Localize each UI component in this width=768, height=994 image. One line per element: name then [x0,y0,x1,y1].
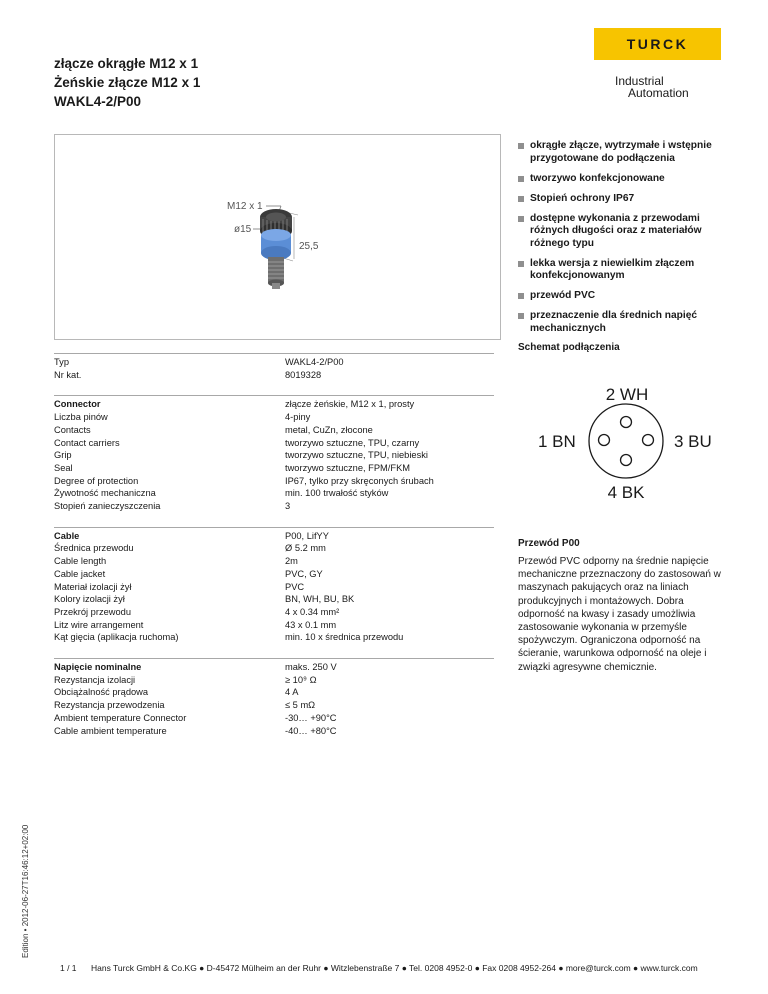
spec-label: Rezystancja przewodzenia [54,700,165,711]
turck-logo [594,28,721,60]
pin-2-icon [621,417,632,428]
spec-value: IP67, tylko przy skręconych śrubach [285,475,434,486]
pin-4-label: 4 BK [607,483,645,502]
spec-separator [54,395,494,396]
tagline-automation: Automation [628,86,689,100]
feature-item [518,140,738,165]
spec-label: Przekrój przewodu [54,606,131,617]
title-line-1: złącze okrągłe M12 x 1 [54,56,199,71]
feature-text: okrągłe złącze, wytrzymałe i wstępnie przygotowane do podłączenia [530,140,712,164]
bullet-square-icon [518,176,524,182]
spec-value: 3 [285,501,291,511]
spec-value: Ø 5.2 mm [285,543,326,554]
spec-label: Cable length [54,556,107,567]
spec-value: metal, CuZn, złocone [285,424,373,435]
pin-1-label: 1 BN [538,432,576,451]
spec-value: BN, WH, BU, BK [285,594,355,605]
cable-end-icon [268,257,284,289]
cable-info-text: Przewód PVC odporny na średnie napięcie mechaniczne przeznaczony do zastosowań w maszynach pakujących oraz na liniach produkcyjnych i montażowych. Dobra odporność na kwasy i zasady umożliwia zastosowanie wykonania w przemyśle spożywczym. Ograniczona odporność na ścieranie, warunkowa odporność na oleje i związki agresywne chemicznie. [518,556,721,673]
spec-label: Napięcie nominalne [54,662,142,672]
feature-text: tworzywo konfekcjonowane [530,172,665,184]
bullet-square-icon [518,261,524,267]
spec-label: Contact carriers [54,437,120,448]
spec-value: 4 x 0.34 mm² [285,606,340,617]
spec-value: 8019328 [285,369,322,380]
spec-label: Średnica przewodu [54,543,134,554]
edition-stamp: Edition • 2012-06-27T16:46:12+02:00 [21,824,30,958]
spec-separator [54,353,494,354]
product-title [54,54,200,111]
pin-4-icon [621,455,632,466]
spec-label: Liczba pinów [54,412,108,423]
feature-list [518,140,738,343]
spec-value: -40… +80°C [285,725,337,736]
spec-value: min. 10 x średnica przewodu [285,632,404,643]
feature-text: dostępne wykonania z przewodami różnych długości oraz z materiałów różnego typu [530,212,702,249]
spec-value: 2m [285,556,298,567]
spec-label: Stopień zanieczyszczenia [54,501,161,511]
feature-item [518,213,738,251]
feature-item [518,310,738,335]
wiring-heading: Schemat podłączenia [518,342,620,353]
feature-text: Stopień ochrony IP67 [530,192,635,204]
logo-wordmark: TURCK [626,36,689,52]
feature-item [518,290,738,303]
spec-value: złącze żeńskie, M12 x 1, prosty [285,399,415,410]
pin-2-label: 2 WH [605,385,649,404]
title-line-3: WAKL4-2/P00 [54,94,142,109]
diameter-label: ø15 [234,224,252,235]
feature-item [518,258,738,283]
product-image-frame [54,134,501,340]
feature-item [518,193,738,206]
spec-value: PVC, GY [285,568,323,579]
spec-value: WAKL4-2/P00 [285,357,344,367]
spec-value: 43 x 0.1 mm [285,619,337,630]
title-line-2: Żeńskie złącze M12 x 1 [54,75,201,90]
spec-value: tworzywo sztuczne, FPM/FKM [285,462,411,473]
bullet-square-icon [518,293,524,299]
spec-value: tworzywo sztuczne, TPU, czarny [285,437,420,448]
spec-label: Contacts [54,424,91,435]
spec-value: maks. 250 V [285,662,337,672]
spec-value: P00, LifYY [285,530,329,541]
spec-value: tworzywo sztuczne, TPU, niebieski [285,450,428,461]
feature-text: lekka wersja z niewielkim złączem konfekcjonowanym [530,257,695,281]
pin-1-icon [599,435,610,446]
wiring-diagram [518,370,748,510]
feature-text: przewód PVC [530,290,596,301]
spec-separator [54,658,494,659]
feature-item [518,173,738,186]
spec-label: Cable ambient temperature [54,725,167,736]
company-address: Hans Turck GmbH & Co.KG ● D-45472 Mülheim an der Ruhr ● Witzlebenstraße 7 ● Tel. 0208 4952-0 ● Fax 0208 4952-264 ● more@turck.com ● www.turck.com [91,963,698,973]
spec-value: min. 100 trwałość styków [285,488,389,499]
spec-label: Materiał izolacji żył [54,581,132,592]
footer [60,963,698,973]
spec-label: Ambient temperature Connector [54,712,187,723]
spec-label: Seal [54,462,73,473]
connector-drawing [55,135,500,339]
connector-face-icon [589,404,663,478]
pin-3-icon [643,435,654,446]
spec-value: 4-piny [285,412,311,423]
spec-value: PVC [285,581,305,592]
spec-value: 4 A [285,687,299,698]
spec-label: Kąt gięcia (aplikacja ruchoma) [54,632,179,643]
spec-label: Nr kat. [54,369,82,380]
spec-label: Connector [54,399,101,410]
spec-label: Cable [54,530,80,541]
spec-label: Grip [54,450,72,461]
blue-grip-icon [261,229,291,260]
tagline-industrial: Industrial [615,74,664,88]
pin-3-label: 3 BU [674,432,712,451]
page-number: 1 / 1 [60,963,77,973]
length-label: 25,5 [299,241,319,252]
bullet-square-icon [518,196,524,202]
thread-label: M12 x 1 [227,201,263,212]
spec-label: Obciążalność prądowa [54,687,149,698]
spec-value: ≤ 5 mΩ [285,700,316,711]
feature-text: przeznaczenie dla średnich napięć mechanicznych [530,310,698,334]
spec-label: Degree of protection [54,475,139,486]
spec-label: Kolory izolacji żył [54,594,125,605]
spec-label: Typ [54,357,69,367]
bullet-square-icon [518,216,524,222]
bullet-square-icon [518,143,524,149]
spec-label: Cable jacket [54,568,106,579]
spec-separator [54,527,494,528]
spec-value: -30… +90°C [285,712,337,723]
bullet-square-icon [518,313,524,319]
cable-info-title: Przewód P00 [518,538,580,549]
spec-label: Żywotność mechaniczna [54,488,156,499]
spec-value: ≥ 10⁹ Ω [285,674,317,685]
spec-label: Rezystancja izolacji [54,674,136,685]
spec-label: Litz wire arrangement [54,619,144,630]
